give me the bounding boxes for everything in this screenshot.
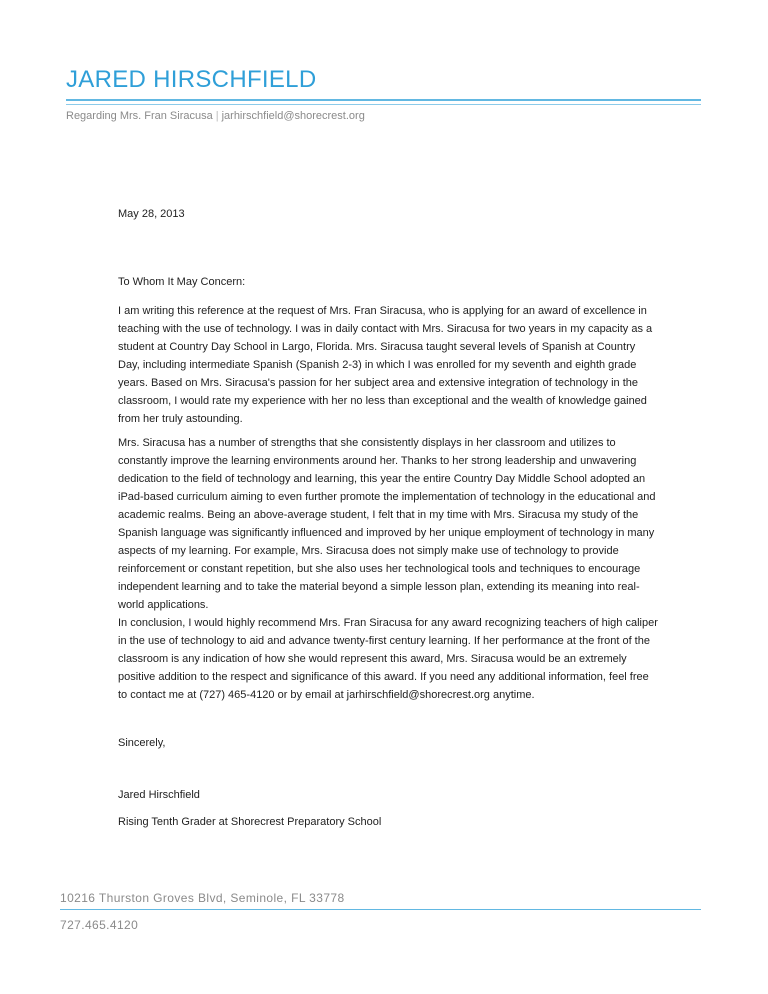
letterhead-subheading — [66, 110, 365, 122]
letter-closing: Sincerely, — [118, 737, 166, 749]
signature-title: Rising Tenth Grader at Shorecrest Preparatory School — [118, 816, 382, 828]
body-paragraph-3: In conclusion, I would highly recommend Mrs. Fran Siracusa for any award recognizing teachers of high caliper in the use of technology to aid and advance twenty-first century learning. If her performance at the front of the classroom is any indication of how she would represent this award, Mrs. Siracusa would be an extremely positive addition to the respect and significance of this award. If you need any additional information, feel free to contact me at (727) 465-4120 or by email at jarhirschfield@shorecrest.org anytime. — [118, 617, 658, 701]
letterhead-rule-thin — [66, 104, 701, 105]
letterhead-email: jarhirschfield@shorecrest.org — [221, 110, 365, 122]
footer-address: 10216 Thurston Groves Blvd, Seminole, FL 33778 — [60, 891, 345, 905]
letterhead-name: JARED HIRSCHFIELD — [66, 66, 317, 93]
letter-salutation: To Whom It May Concern: — [118, 276, 246, 288]
body-paragraph-1: I am writing this reference at the request of Mrs. Fran Siracusa, who is applying for an award of excellence in teaching with the use of technology. I was in daily contact with Mrs. Siracusa for two years in my capacity as a student at Country Day School in Largo, Florida. Mrs. Siracusa taught several levels of Spanish at Country Day, including intermediate Spanish (Spanish 2-3) in which I was enrolled for my seventh and eighth grade years. Based on Mrs. Siracusa's passion for her subject area and extensive integration of technology in the classroom, I would rate my experience with her no less than exceptional and the wealth of knowledge gained from her truly astounding. — [118, 305, 653, 425]
footer-phone: 727.465.4120 — [60, 918, 139, 932]
regarding-text: Regarding Mrs. Fran Siracusa — [66, 110, 213, 122]
footer-rule — [60, 909, 701, 910]
subheading-separator: | — [215, 110, 219, 122]
letterhead-rule-thick — [66, 99, 701, 101]
letter-date: May 28, 2013 — [118, 208, 185, 220]
signature-name: Jared Hirschfield — [118, 789, 200, 801]
body-paragraph-2: Mrs. Siracusa has a number of strengths that she consistently displays in her classroom and utilizes to constantly improve the learning environments around her. Thanks to her strong leadership and unwavering dedication to the field of technology and learning, this year the entire Country Day Middle School adopted an iPad-based curriculum aiming to even further promote the implementation of technology in the educational and academic realms. Being an above-average student, I felt that in my time with Mrs. Siracusa my study of the Spanish language was significantly influenced and improved by her unique employment of technology in many aspects of my learning. For example, Mrs. Siracusa does not simply make use of technology to provide reinforcement or constant repetition, but she also uses her technological tools and techniques to encourage independent learning and to take the material beyond a simple lesson plan, extending its meaning into real-world applications. — [118, 437, 656, 611]
